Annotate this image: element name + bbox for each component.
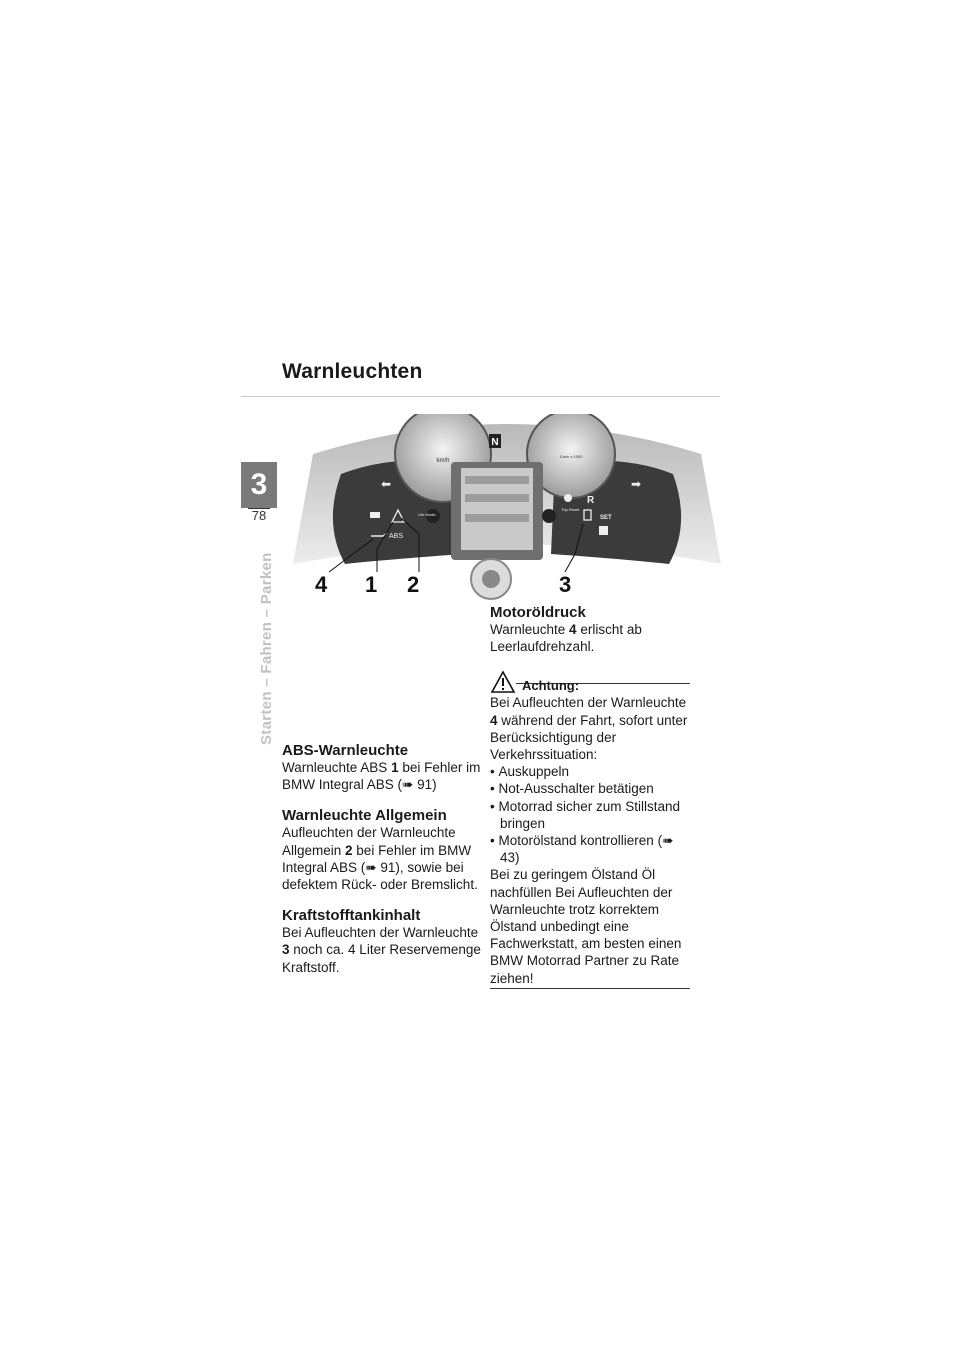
- heated-grip-icon: [599, 526, 608, 535]
- list-item: • Motorrad sicher zum Stillstand bringen: [490, 798, 690, 832]
- oil-pressure-section: [490, 604, 690, 655]
- r-label: R: [587, 495, 595, 506]
- uhr-mode-label: Uhr Mode: [418, 512, 436, 517]
- general-warning-text: Aufleuchten der Warnleuchte Allgemein 2 bei Fehler im BMW Integral ABS (➠ 91), sowie bei defektem Rück- oder Bremslicht.: [282, 825, 478, 893]
- warning-steps: [490, 763, 690, 866]
- fuel-section: [282, 907, 482, 976]
- chapter-tab: 3: [241, 462, 277, 508]
- callout-2: 2: [407, 572, 420, 597]
- abs-section: [282, 742, 482, 793]
- general-warning-heading: Warnleuchte Allgemein: [282, 807, 447, 825]
- instrument-cluster-figure: [293, 414, 721, 610]
- trip-reset-label: Trip Reset: [561, 507, 580, 512]
- warning-triangle-icon: [490, 670, 516, 694]
- page-number: 78: [251, 508, 267, 523]
- warning-closing: Bei zu geringem Ölstand Öl nachfüllen Bei Aufleuchten der Warnleuchte trotz korrektem Ölstand unbedingt eine Fachwerkstatt, am besten einen BMW Motorrad Partner zu Rate ziehen!: [490, 867, 682, 986]
- turn-left-icon: ⬅: [381, 477, 392, 491]
- warning-header: [490, 670, 690, 694]
- fuel-text: Bei Aufleuchten der Warnleuchte 3 noch ca. 4 Liter Reservemenge Kraftstoff.: [282, 925, 481, 975]
- battery-icon: [370, 512, 380, 518]
- callout-4: 4: [315, 572, 328, 597]
- right-column: [490, 604, 690, 989]
- set-label: SET: [600, 515, 612, 521]
- indicator-dot-icon: [564, 494, 572, 502]
- abs-label: ABS: [389, 533, 404, 540]
- speedo-unit-label: km/h: [436, 458, 450, 464]
- list-item: • Not-Ausschalter betätigen: [490, 780, 690, 797]
- title-divider: [241, 396, 720, 397]
- general-warning-section: [282, 807, 482, 893]
- tacho-unit-label: 1/min x 1000: [559, 454, 583, 459]
- oil-pressure-heading: Motoröldruck: [490, 604, 586, 621]
- callout-3: 3: [559, 572, 572, 597]
- page-ref-arrow-icon: ➠: [662, 833, 674, 849]
- chapter-side-label: Starten – Fahren – Parken: [258, 552, 275, 745]
- page-ref-arrow-icon: ➠: [365, 859, 377, 875]
- callout-1: 1: [365, 572, 378, 597]
- warning-title: Achtung:: [522, 678, 580, 694]
- page-title: Warnleuchten: [282, 360, 423, 383]
- abs-heading: ABS-Warnleuchte: [282, 742, 409, 759]
- oil-pressure-text: Warnleuchte 4 erlischt ab Leerlaufdrehzahl.: [490, 622, 642, 655]
- page-ref-arrow-icon: ➠: [402, 777, 414, 793]
- fuel-heading: Kraftstofftankinhalt: [282, 907, 421, 925]
- left-column: [282, 742, 482, 990]
- list-item: • Motorölstand kontrollieren (➠ 43): [490, 832, 690, 866]
- warning-intro: Bei Aufleuchten der Warnleuchte 4 während der Fahrt, sofort unter Berücksichtigung der Verkehrssituation:: [490, 695, 688, 763]
- turn-right-icon: ➡: [631, 477, 642, 491]
- list-item: • Auskuppeln: [490, 763, 690, 780]
- svg-text:N: N: [491, 437, 499, 448]
- warning-box: [490, 678, 690, 988]
- trip-reset-knob: [542, 509, 556, 523]
- abs-text: Warnleuchte ABS 1 bei Fehler im BMW Integral ABS (➠ 91): [282, 760, 481, 793]
